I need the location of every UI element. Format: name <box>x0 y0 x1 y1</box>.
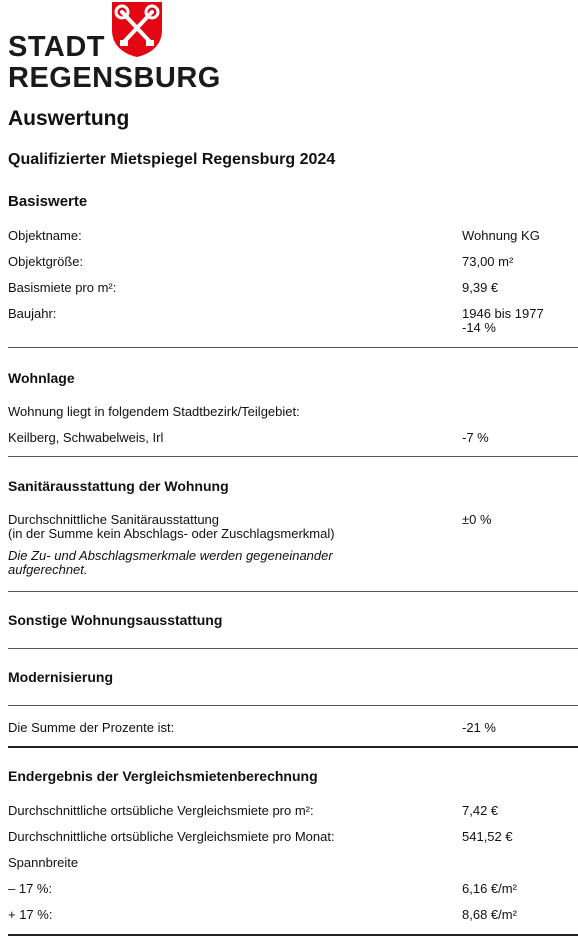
spannbreite-label: Spannbreite <box>8 855 79 870</box>
crossed-keys-shield-icon <box>108 0 166 58</box>
value-baujahr-percent: -14 % <box>462 320 496 335</box>
value-baujahr: 1946 bis 1977 <box>462 306 544 321</box>
value-objektgroesse: 73,00 m² <box>462 254 514 269</box>
section-heading-sonstige: Sonstige Wohnungsausstattung <box>8 612 223 628</box>
section-heading-sanitaer: Sanitärausstattung der Wohnung <box>8 478 229 494</box>
divider <box>8 648 578 649</box>
spann-plus-label: + 17 %: <box>8 907 53 922</box>
divider <box>8 591 578 592</box>
divider <box>8 705 578 706</box>
divider <box>8 934 578 936</box>
value-basismiete: 9,39 € <box>462 280 499 295</box>
divider <box>8 347 578 348</box>
page-title: Auswertung <box>8 107 130 130</box>
sanitaer-value: ±0 % <box>462 512 492 527</box>
ergebnis-qm-label: Durchschnittliche ortsübliche Vergleichsmiete pro m²: <box>8 803 314 818</box>
sanitaer-line2: (in der Summe kein Abschlags- oder Zuschlagsmerkmal) <box>8 526 335 541</box>
summe-label: Die Summe der Prozente ist: <box>8 720 175 735</box>
label-basismiete: Basismiete pro m²: <box>8 280 117 295</box>
wohnlage-area: Keilberg, Schwabelweis, Irl <box>8 430 164 445</box>
label-objektname: Objektname: <box>8 228 82 243</box>
ergebnis-qm-value: 7,42 € <box>462 803 499 818</box>
section-heading-wohnlage: Wohnlage <box>8 370 75 386</box>
sanitaer-note2: aufgerechnet. <box>8 562 88 577</box>
section-heading-endergebnis: Endergebnis der Vergleichsmietenberechnung <box>8 768 318 784</box>
ergebnis-monat-label: Durchschnittliche ortsübliche Vergleichsmiete pro Monat: <box>8 829 335 844</box>
section-heading-basiswerte: Basiswerte <box>8 193 88 210</box>
spann-plus-value: 8,68 €/m² <box>462 907 517 922</box>
wohnlage-text: Wohnung liegt in folgendem Stadtbezirk/Teilgebiet: <box>8 404 300 419</box>
logo-text-regensburg: REGENSBURG <box>8 62 221 94</box>
logo-text-stadt: STADT <box>8 31 106 63</box>
divider <box>8 456 578 457</box>
spann-minus-value: 6,16 €/m² <box>462 881 517 896</box>
city-logo <box>8 0 221 100</box>
summe-value: -21 % <box>462 720 496 735</box>
sanitaer-note1: Die Zu- und Abschlagsmerkmale werden gegeneinander <box>8 548 333 563</box>
sanitaer-line1: Durchschnittliche Sanitärausstattung <box>8 512 220 527</box>
label-objektgroesse: Objektgröße: <box>8 254 84 269</box>
value-objektname: Wohnung KG <box>462 228 540 243</box>
wohnlage-value: -7 % <box>462 430 489 445</box>
section-heading-modernisierung: Modernisierung <box>8 669 114 685</box>
label-baujahr: Baujahr: <box>8 306 57 321</box>
page-subtitle: Qualifizierter Mietspiegel Regensburg 2024 <box>8 151 336 168</box>
ergebnis-monat-value: 541,52 € <box>462 829 513 844</box>
divider <box>8 746 578 748</box>
spann-minus-label: – 17 %: <box>8 881 53 896</box>
